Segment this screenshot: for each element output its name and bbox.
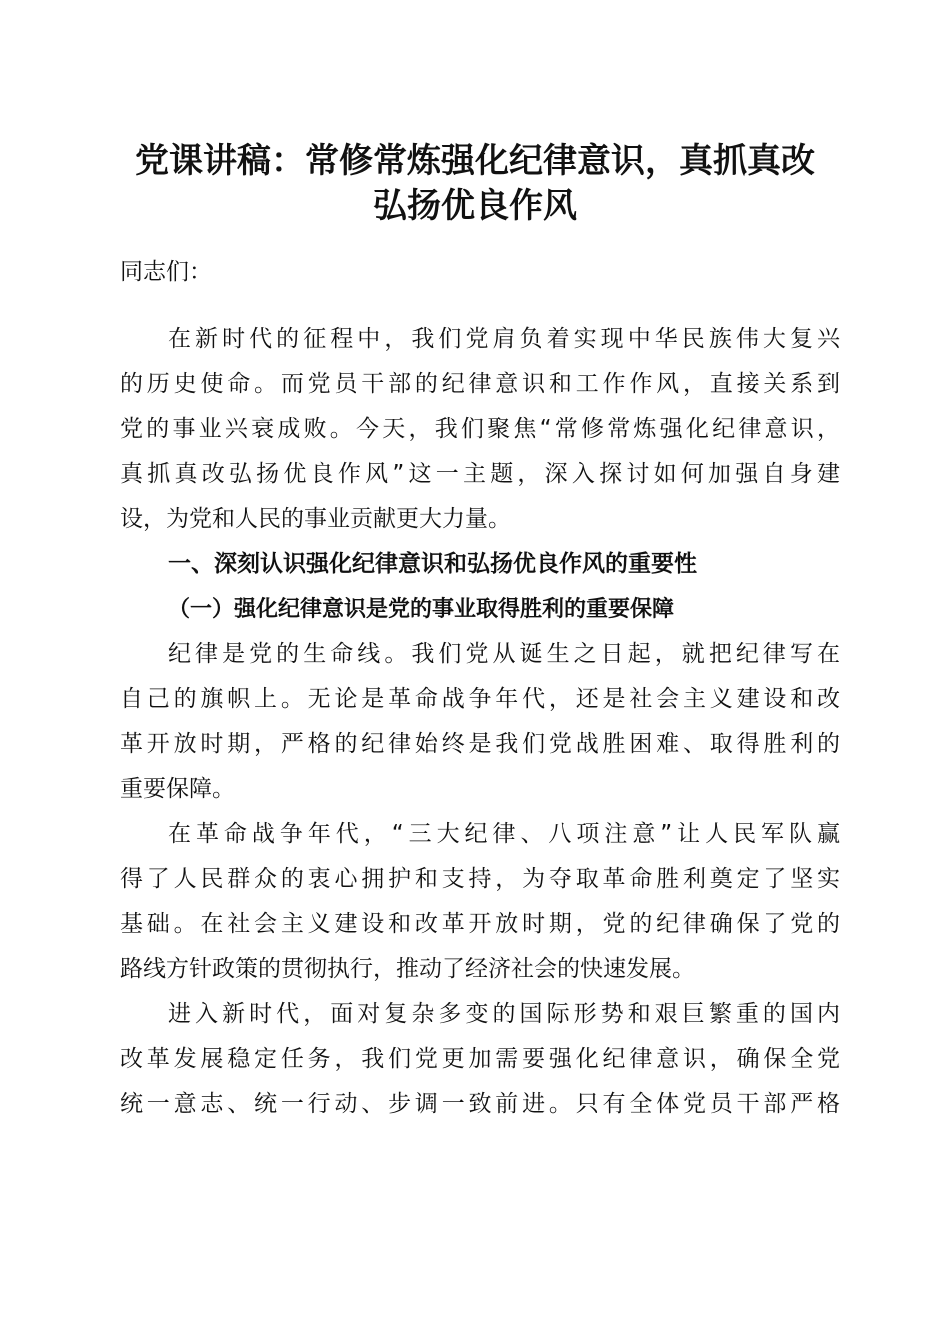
paragraph-2-line: 重要保障。 bbox=[120, 776, 235, 802]
subsection-heading-1: （一）强化纪律意识是党的事业取得胜利的重要保障 bbox=[168, 596, 675, 622]
paragraph-2-line: 自己的旗帜上。无论是革命战争年代，还是社会主义建设和改 bbox=[120, 686, 840, 712]
document-title-line-2: 弘扬优良作风 bbox=[373, 186, 577, 226]
paragraph-3-line: 得了人民群众的衷心拥护和支持，为夺取革命胜利奠定了坚实 bbox=[120, 866, 840, 892]
paragraph-1-line: 真抓真改弘扬优良作风”这一主题，深入探讨如何加强自身建 bbox=[120, 461, 840, 487]
section-heading-1: 一、深刻认识强化纪律意识和弘扬优良作风的重要性 bbox=[168, 551, 697, 577]
paragraph-1-line: 设，为党和人民的事业贡献更大力量。 bbox=[120, 506, 511, 532]
paragraph-1-line: 在新时代的征程中，我们党肩负着实现中华民族伟大复兴 bbox=[168, 326, 840, 352]
paragraph-3-line: 在革命战争年代，“三大纪律、八项注意”让人民军队赢 bbox=[168, 821, 840, 847]
paragraph-2-line: 革开放时期，严格的纪律始终是我们党战胜困难、取得胜利的 bbox=[120, 731, 840, 757]
paragraph-4-line: 改革发展稳定任务，我们党更加需要强化纪律意识，确保全党 bbox=[120, 1046, 840, 1072]
document-title-line-1: 党课讲稿：常修常炼强化纪律意识，真抓真改 bbox=[135, 141, 815, 181]
paragraph-3-line: 路线方针政策的贯彻执行，推动了经济社会的快速发展。 bbox=[120, 956, 695, 982]
greeting: 同志们： bbox=[120, 259, 212, 285]
paragraph-1-line: 党的事业兴衰成败。今天，我们聚焦“常修常炼强化纪律意识， bbox=[120, 416, 840, 442]
paragraph-4-line: 统一意志、统一行动、步调一致前进。只有全体党员干部严格 bbox=[120, 1091, 840, 1117]
paragraph-2-line: 纪律是党的生命线。我们党从诞生之日起，就把纪律写在 bbox=[168, 641, 840, 667]
paragraph-4-line: 进入新时代，面对复杂多变的国际形势和艰巨繁重的国内 bbox=[168, 1001, 840, 1027]
paragraph-3-line: 基础。在社会主义建设和改革开放时期，党的纪律确保了党的 bbox=[120, 911, 840, 937]
paragraph-1-line: 的历史使命。而党员干部的纪律意识和工作作风，直接关系到 bbox=[120, 371, 840, 397]
